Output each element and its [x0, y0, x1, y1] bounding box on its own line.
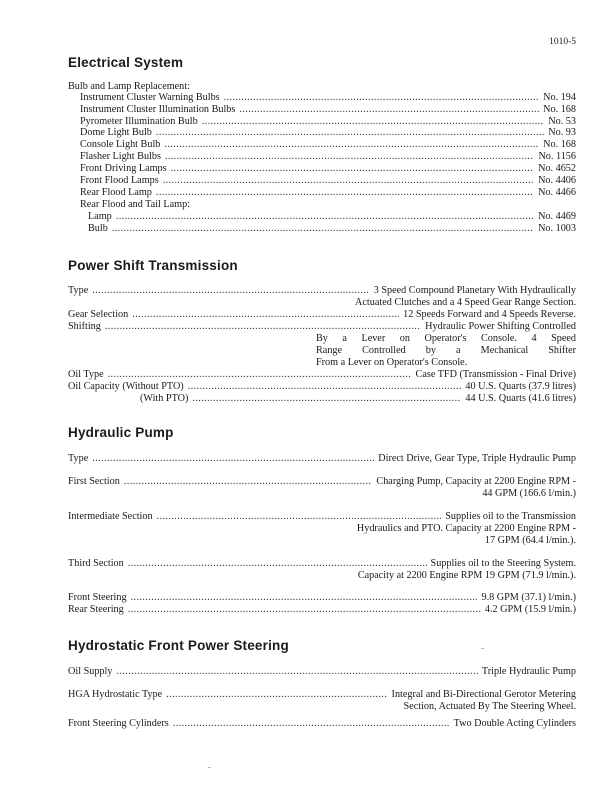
- bulb-replacement-heading: Bulb and Lamp Replacement:: [68, 81, 190, 92]
- spec-value: Supplies oil to the Steering System.: [430, 558, 576, 569]
- spec-label: Rear Flood Lamp: [80, 187, 152, 198]
- spec-value: No. 4652: [538, 163, 576, 174]
- spec-value: No. 168: [543, 139, 576, 150]
- spec-value: Supplies oil to the Transmission: [445, 511, 576, 522]
- spec-value-continuation: 44 GPM (166.6 l/min.): [482, 488, 576, 499]
- spec-label: Intermediate Section: [68, 511, 153, 522]
- spec-value: No. 1156: [538, 151, 576, 162]
- spec-row-shifting: [68, 321, 576, 333]
- dot-leader: [156, 187, 534, 199]
- spec-value-continuation: By a Lever on Operator's Console. 4 Speed: [316, 333, 576, 344]
- spec-value-continuation: Hydraulics and PTO. Capacity at 2200 Engine RPM -: [356, 523, 576, 534]
- spec-label: HGA Hydrostatic Type: [68, 689, 163, 700]
- spec-label: Rear Flood and Tail Lamp:: [80, 199, 191, 210]
- dot-leader: [128, 604, 481, 616]
- spec-value: Triple Hydraulic Pump: [481, 666, 576, 677]
- spec-label: Pyrometer Illumination Bulb: [80, 116, 198, 127]
- dot-leader: [128, 558, 427, 570]
- dot-leader: [92, 285, 369, 297]
- spec-value: Integral and Bi-Directional Gerotor Metering: [391, 689, 576, 700]
- dot-leader: [92, 453, 374, 465]
- dot-leader: [166, 689, 387, 701]
- spec-row-front-steering: [68, 592, 576, 604]
- spec-label: First Section: [68, 476, 120, 487]
- spec-row-instrument-cluster-illumination-bulbs: [80, 104, 576, 116]
- spec-value: 40 U.S. Quarts (37.9 litres): [465, 381, 576, 392]
- spec-label: Shifting: [68, 321, 101, 332]
- spec-row-oil-type: [68, 369, 576, 381]
- dot-leader: [173, 718, 450, 730]
- dot-leader: [108, 369, 412, 381]
- spec-value: Charging Pump, Capacity at 2200 Engine RPM -: [376, 476, 576, 487]
- dot-leader: [239, 104, 539, 116]
- spec-value-continuation: Range Controlled by a Mechanical Shifter: [316, 345, 576, 356]
- section-title-electrical: Electrical System: [68, 55, 184, 70]
- spec-value: 3 Speed Compound Planetary With Hydraulically: [373, 285, 576, 296]
- spec-value: Two Double Acting Cylinders: [453, 718, 576, 729]
- section-title-hydraulic-pump: Hydraulic Pump: [68, 425, 174, 440]
- dot-leader: [165, 151, 535, 163]
- spec-value-continuation: From a Lever on Operator's Console.: [316, 357, 468, 368]
- spec-label: Flasher Light Bulbs: [80, 151, 161, 162]
- page-number: 1010-5: [549, 37, 576, 47]
- spec-value: No. 4466: [538, 187, 576, 198]
- spec-label: Oil Type: [68, 369, 104, 380]
- spec-label: (With PTO): [140, 393, 189, 404]
- spec-value: No. 4406: [538, 175, 576, 186]
- spec-label: Oil Supply: [68, 666, 113, 677]
- spec-value-continuation: 17 GPM (64.4 l/min.).: [484, 535, 576, 546]
- spec-value: No. 1003: [538, 223, 576, 234]
- dot-leader: [157, 511, 442, 523]
- spec-value: Direct Drive, Gear Type, Triple Hydraulic Pump: [378, 453, 576, 464]
- dot-leader: [188, 381, 462, 393]
- dot-leader: [224, 92, 540, 104]
- spec-value: Hydraulic Power Shifting Controlled: [425, 321, 576, 332]
- spec-label: Front Flood Lamps: [80, 175, 159, 186]
- spec-row-bulb: [88, 223, 576, 235]
- spec-row-instrument-cluster-warning-bulbs: [80, 92, 576, 104]
- spec-row-front-steering-cylinders: [68, 718, 576, 730]
- dot-leader: [163, 175, 534, 187]
- spec-row-intermediate-section: [68, 511, 576, 523]
- spec-value: No. 168: [543, 104, 576, 115]
- spec-row-rear-steering: [68, 604, 576, 616]
- spec-label: Type: [68, 453, 89, 464]
- spec-label: Rear Steering: [68, 604, 124, 615]
- spec-value: No. 53: [548, 116, 576, 127]
- spec-value-continuation: Section, Actuated By The Steering Wheel.: [403, 701, 576, 712]
- dot-leader: [116, 211, 534, 223]
- spec-value-continuation: Capacity at 2200 Engine RPM 19 GPM (71.9 l/min.).: [357, 570, 576, 581]
- dot-leader: [171, 163, 534, 175]
- spec-label: Third Section: [68, 558, 124, 569]
- spec-row-type: [68, 285, 576, 297]
- spec-value: 44 U.S. Quarts (41.6 litres): [465, 393, 576, 404]
- spec-label: Front Steering Cylinders: [68, 718, 169, 729]
- spec-label: Gear Selection: [68, 309, 129, 320]
- spec-label: Oil Capacity (Without PTO): [68, 381, 184, 392]
- spec-row-oil-capacity-without-pto: [68, 381, 576, 393]
- spec-label: Dome Light Bulb: [80, 127, 152, 138]
- spec-row-with-pto: [140, 393, 576, 405]
- spec-label: Bulb: [88, 223, 108, 234]
- spec-value: 4.2 GPM (15.9 l/min.): [484, 604, 576, 615]
- dot-leader: [156, 127, 544, 139]
- spec-label: Front Steering: [68, 592, 127, 603]
- spec-row-rear-flood-and-tail-lamp: [80, 199, 576, 211]
- spec-row-gear-selection: [68, 309, 576, 321]
- dot-leader: [131, 592, 478, 604]
- spec-row-rear-flood-lamp: [80, 187, 576, 199]
- scan-speck: [481, 648, 484, 649]
- spec-row-dome-light-bulb: [80, 127, 576, 139]
- spec-row-first-section: [68, 476, 576, 488]
- spec-value: Case TFD (Transmission - Final Drive): [415, 369, 576, 380]
- spec-row-type: [68, 453, 576, 465]
- dot-leader: [112, 223, 534, 235]
- spec-value: No. 4469: [538, 211, 576, 222]
- spec-row-lamp: [88, 211, 576, 223]
- dot-leader: [105, 321, 421, 333]
- spec-value: No. 194: [543, 92, 576, 103]
- section-title-transmission: Power Shift Transmission: [68, 258, 238, 273]
- spec-row-third-section: [68, 558, 576, 570]
- spec-value: 12 Speeds Forward and 4 Speeds Reverse.: [403, 309, 576, 320]
- spec-row-console-light-bulb: [80, 139, 576, 151]
- dot-leader: [132, 309, 399, 321]
- spec-label: Front Driving Lamps: [80, 163, 167, 174]
- dot-leader: [164, 139, 539, 151]
- spec-row-front-flood-lamps: [80, 175, 576, 187]
- spec-label: Instrument Cluster Illumination Bulbs: [80, 104, 236, 115]
- spec-row-front-driving-lamps: [80, 163, 576, 175]
- scan-speck: [208, 767, 211, 768]
- spec-label: Console Light Bulb: [80, 139, 161, 150]
- spec-value-continuation: Actuated Clutches and a 4 Speed Gear Range Section.: [355, 297, 576, 308]
- spec-label: Type: [68, 285, 89, 296]
- spec-value: No. 93: [548, 127, 576, 138]
- dot-leader: [192, 393, 461, 405]
- section-title-steering: Hydrostatic Front Power Steering: [68, 638, 289, 653]
- spec-value: 9.8 GPM (37.1) l/min.): [481, 592, 576, 603]
- spec-row-oil-supply: [68, 666, 576, 678]
- spec-label: Lamp: [88, 211, 112, 222]
- dot-leader: [124, 476, 373, 488]
- spec-row-flasher-light-bulbs: [80, 151, 576, 163]
- spec-row-hga-hydrostatic-type: [68, 689, 576, 701]
- dot-leader: [116, 666, 477, 678]
- spec-label: Instrument Cluster Warning Bulbs: [80, 92, 220, 103]
